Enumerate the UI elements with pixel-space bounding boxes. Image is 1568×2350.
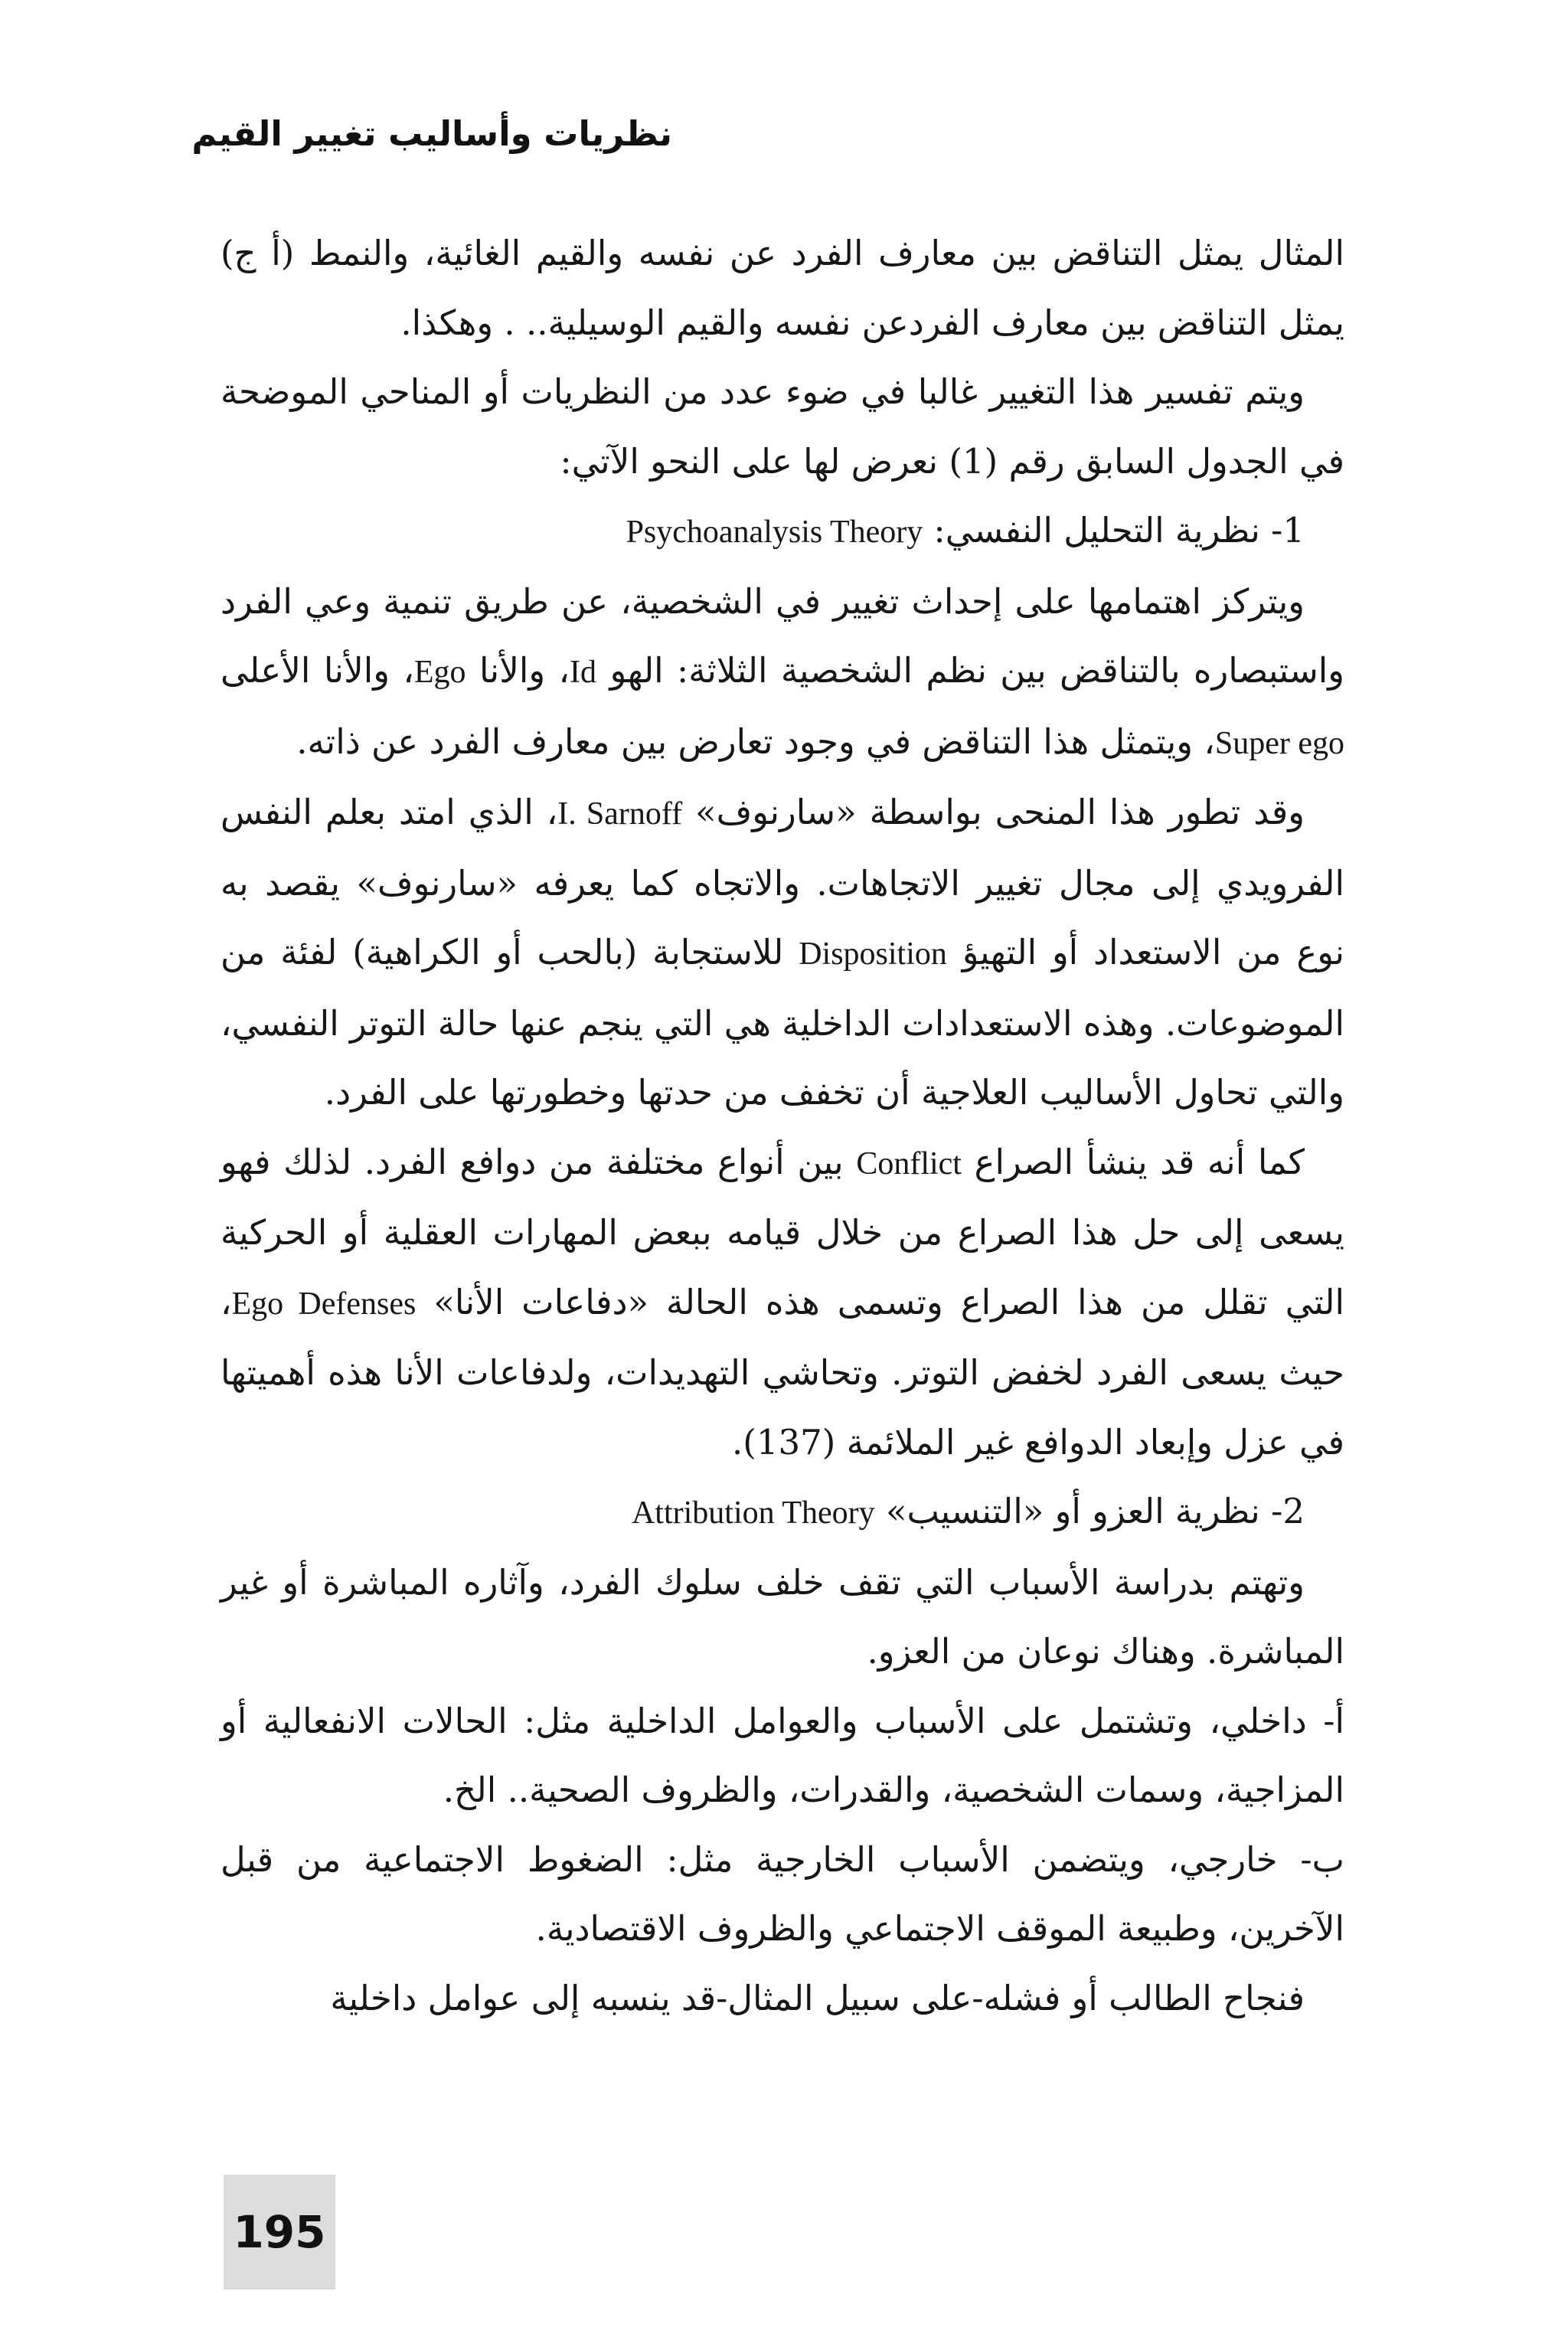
english-term: Conflict	[856, 1146, 962, 1182]
text-run: ، والأنا الأعلى	[220, 650, 414, 691]
paragraph: وتهتم بدراسة الأسباب التي تقف خلف سلوك الفرد، وآثاره المباشرة أو غير المباشرة. وهناك نوعان من العزو.	[220, 1561, 1344, 1672]
text-run: للاستجابة (بالحب أو الكراهية) لفئة من الموضوعات. وهذه الاستعدادات الداخلية هي التي ينجم عنها حالة التوتر النفسي، والتي تحاول الأساليب العلاجية أن تخفف من حدتها وخطورتها على الفرد.	[220, 932, 1344, 1113]
english-term: Super ego	[1214, 725, 1344, 761]
paragraph: المثال يمثل التناقض بين معارف الفرد عن نفسه والقيم الغائية، والنمط (أ ج) يمثل التناقض بين معارف الفردعن نفسه والقيم الوسيلية.. . وهكذا.	[220, 233, 1344, 343]
page-number-box	[224, 2175, 335, 2290]
english-term: Ego Defenses	[231, 1286, 416, 1322]
text-run: وقد تطور هذا المنحى بواسطة «سارنوف»	[682, 792, 1305, 832]
paragraph: ويتم تفسير هذا التغيير غالبا في ضوء عدد من النظريات أو المناحي الموضحة في الجدول السابق رقم (1) نعرض لها على النحو الآتي:	[220, 371, 1344, 482]
text-run: ، الذي امتد بعلم النفس الفرويدي إلى مجال تغيير الاتجاهات. والاتجاه كما يعرفه «سارنوف» يقصد به نوع من الاستعداد أو التهيؤ	[220, 792, 1345, 972]
heading-text: 2- نظرية العزو أو «التنسيب»	[874, 1491, 1305, 1531]
running-header: نظريات وأساليب تغيير القيم	[191, 113, 672, 154]
paragraph	[220, 567, 1344, 779]
list-item-internal: أ- داخلي، وتشتمل على الأسباب والعوامل الداخلية مثل: الحالات الانفعالية أو المزاجية، وسمات الشخصية، والقدرات، والظروف الصحية.. الخ.	[220, 1700, 1344, 1810]
list-item-external: ب- خارجي، ويتضمن الأسباب الخارجية مثل: الضغوط الاجتماعية من قبل الآخرين، وطبيعة الموقف الاجتماعي والظروف الاقتصادية.	[220, 1838, 1344, 1949]
heading-text: 1- نظرية التحليل النفسي:	[923, 510, 1305, 551]
text-run: ، حيث يسعى الفرد لخفض التوتر. وتحاشي التهديدات، ولدفاعات الأنا هذه أهميتها في عزل وإبعاد الدوافع غير الملائمة (137).	[220, 1281, 1344, 1463]
english-term: Psychoanalysis Theory	[626, 515, 923, 550]
text-run: كما أنه قد ينشأ الصراع	[961, 1141, 1305, 1182]
english-term: I. Sarnoff	[557, 796, 683, 832]
section-heading-psychoanalysis	[220, 496, 1344, 567]
text-run: ، والأنا	[466, 650, 570, 691]
page-number: 195	[233, 2206, 326, 2258]
english-term: Attribution Theory	[631, 1495, 875, 1531]
text-run: ويتركز اهتمامها على إحداث تغيير في الشخصية، عن طريق تنمية وعي الفرد واستبصاره بالتناقض بين نظم الشخصية الثلاثة: الهو	[220, 580, 1345, 691]
english-term: Ego	[413, 655, 466, 690]
section-heading-attribution	[220, 1477, 1344, 1548]
paragraph	[220, 1128, 1344, 1478]
english-term: Disposition	[799, 936, 947, 972]
text-run: بين أنواع مختلفة من دوافع الفرد. لذلك فهو يسعى إلى حل هذا الصراع من خلال قيامه ببعض المهارات العقلية أو الحركية التي تقلل من هذا الصراع وتسمى هذه الحالة «دفاعات الأنا»	[220, 1141, 1344, 1322]
text-run: ، ويتمثل هذا التناقض في وجود تعارض بين معارف الفرد عن ذاته.	[296, 721, 1215, 762]
body-text	[220, 219, 1344, 2033]
english-term: Id	[570, 655, 597, 690]
paragraph: فنجاح الطالب أو فشله-على سبيل المثال-قد ينسبه إلى عوامل داخلية	[330, 1977, 1305, 2018]
paragraph	[220, 778, 1344, 1128]
